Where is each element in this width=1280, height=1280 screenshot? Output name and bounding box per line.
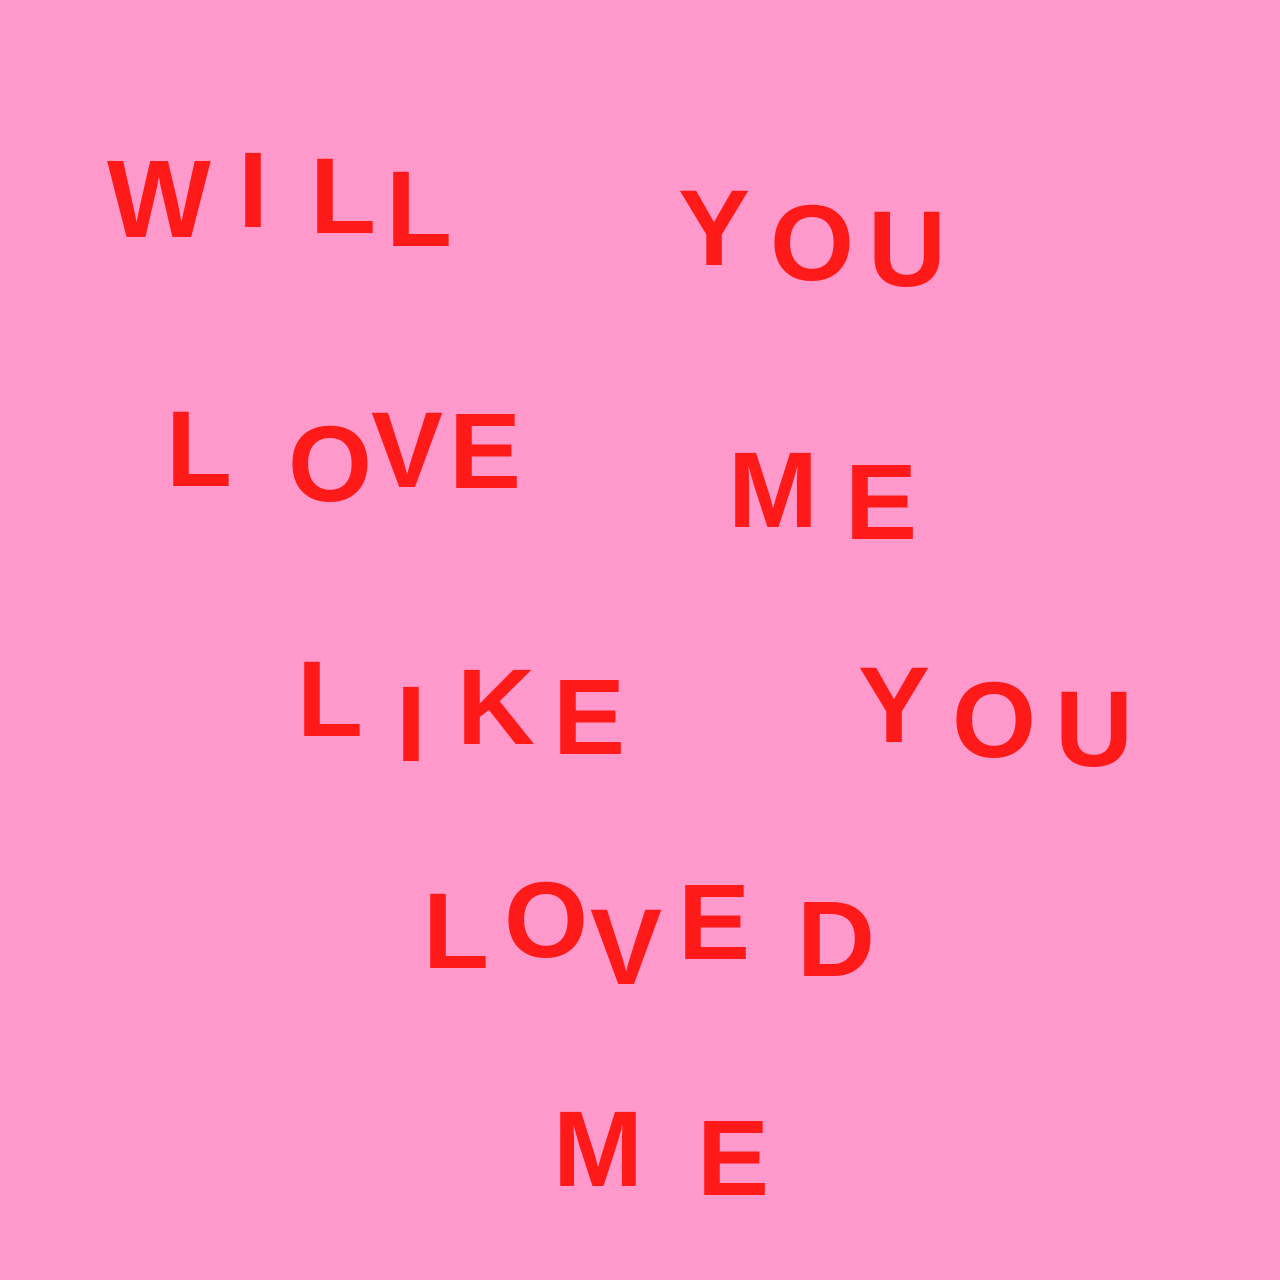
letter-e: E	[678, 861, 751, 982]
letter-u: U	[1055, 668, 1133, 789]
letter-e: E	[697, 1097, 770, 1218]
letter-l: L	[166, 388, 232, 509]
letter-v: V	[590, 886, 663, 1007]
letter-y: Y	[858, 644, 931, 765]
letter-y: Y	[678, 167, 751, 288]
letter-l: L	[297, 638, 363, 759]
letter-e: E	[845, 441, 918, 562]
letter-o: O	[952, 659, 1037, 780]
letter-o: O	[770, 182, 855, 303]
letter-d: D	[797, 878, 875, 999]
letter-i: I	[396, 663, 427, 784]
letter-m: M	[553, 1088, 643, 1209]
letter-v: V	[371, 389, 444, 510]
letter-m: M	[728, 429, 818, 550]
letter-l: L	[386, 148, 452, 269]
letter-e: E	[553, 656, 626, 777]
letter-e: E	[449, 390, 522, 511]
letter-u: U	[868, 188, 946, 309]
letter-o: O	[288, 403, 373, 524]
letter-k: K	[457, 646, 535, 767]
letter-o: O	[504, 859, 589, 980]
letter-i: I	[238, 129, 269, 250]
letter-l: L	[423, 870, 489, 991]
letter-w: W	[107, 138, 211, 261]
letter-l: L	[310, 135, 376, 256]
